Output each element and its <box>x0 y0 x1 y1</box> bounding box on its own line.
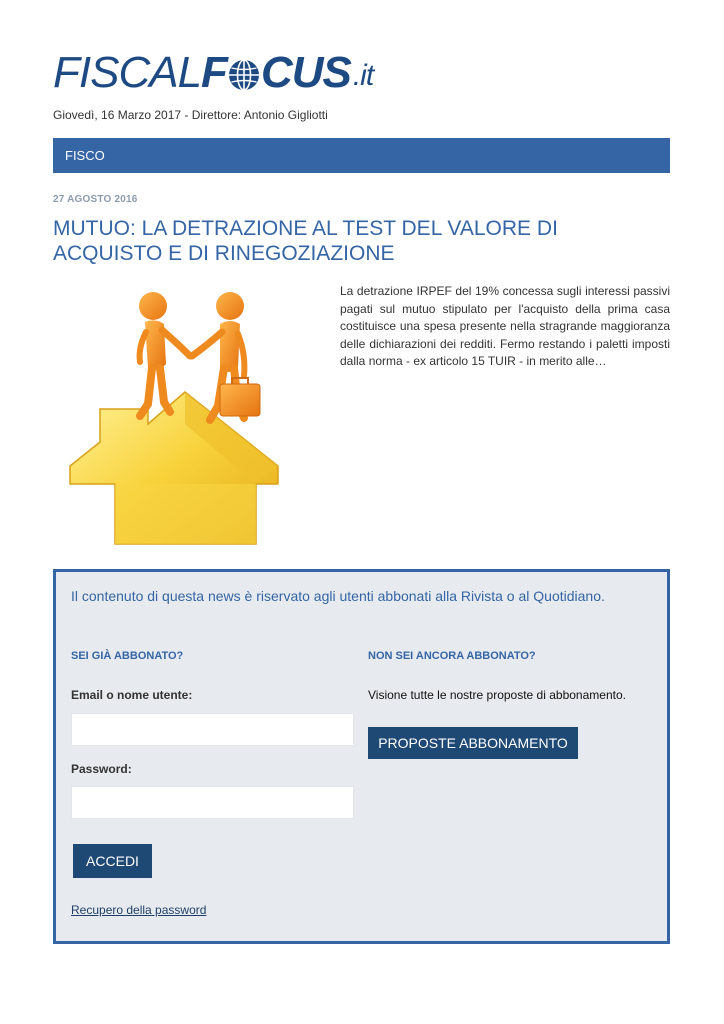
article-date: 27 AGOSTO 2016 <box>53 194 138 205</box>
email-field[interactable] <box>71 713 354 746</box>
paywall-box <box>53 569 670 944</box>
paywall-intro: Il contenuto di questa news è riservato agli utenti abbonati alla Rivista o al Quotidiano. <box>71 588 605 604</box>
password-label: Password: <box>71 762 132 776</box>
logo-word-fiscal: FISCAL <box>53 48 202 97</box>
email-label: Email o nome utente: <box>71 688 193 702</box>
password-field[interactable] <box>71 786 354 819</box>
subscribe-text: Visione tutte le nostre proposte di abbonamento. <box>368 688 626 702</box>
subscription-offers-button[interactable]: PROPOSTE ABBONAMENTO <box>368 727 578 759</box>
site-logo[interactable] <box>53 48 373 96</box>
article-summary: La detrazione IRPEF del 19% concessa sugli interessi passivi pagati sul mutuo stipulato per l'acquisto della prima casa costituisce una spesa presente nella stragrande maggioranza delle dichiarazioni dei redditi. Fermo restando i paletti imposti dalla norma - ex articolo 15 TUIR - in merito alle… <box>340 284 670 369</box>
article-title[interactable]: MUTUO: LA DETRAZIONE AL TEST DEL VALORE DI ACQUISTO E DI RINEGOZIAZIONE <box>53 217 558 265</box>
subscribe-heading: NON SEI ANCORA ABBONATO? <box>368 650 536 662</box>
logo-letter-f: F <box>201 48 227 97</box>
section-nav-fisco[interactable]: FISCO <box>53 138 670 173</box>
password-recovery-link[interactable]: Recupero della password <box>71 903 207 917</box>
dateline: Giovedì, 16 Marzo 2017 - Direttore: Antonio Gigliotti <box>53 108 328 122</box>
logo-word-focus <box>201 50 351 96</box>
globe-icon <box>228 59 260 91</box>
logo-tld: .it <box>352 59 374 92</box>
house-handshake-illustration <box>60 284 310 546</box>
login-button[interactable]: ACCEDI <box>73 844 152 878</box>
logo-letters-cus: CUS <box>260 48 351 97</box>
login-heading: SEI GIÀ ABBONATO? <box>71 650 184 662</box>
